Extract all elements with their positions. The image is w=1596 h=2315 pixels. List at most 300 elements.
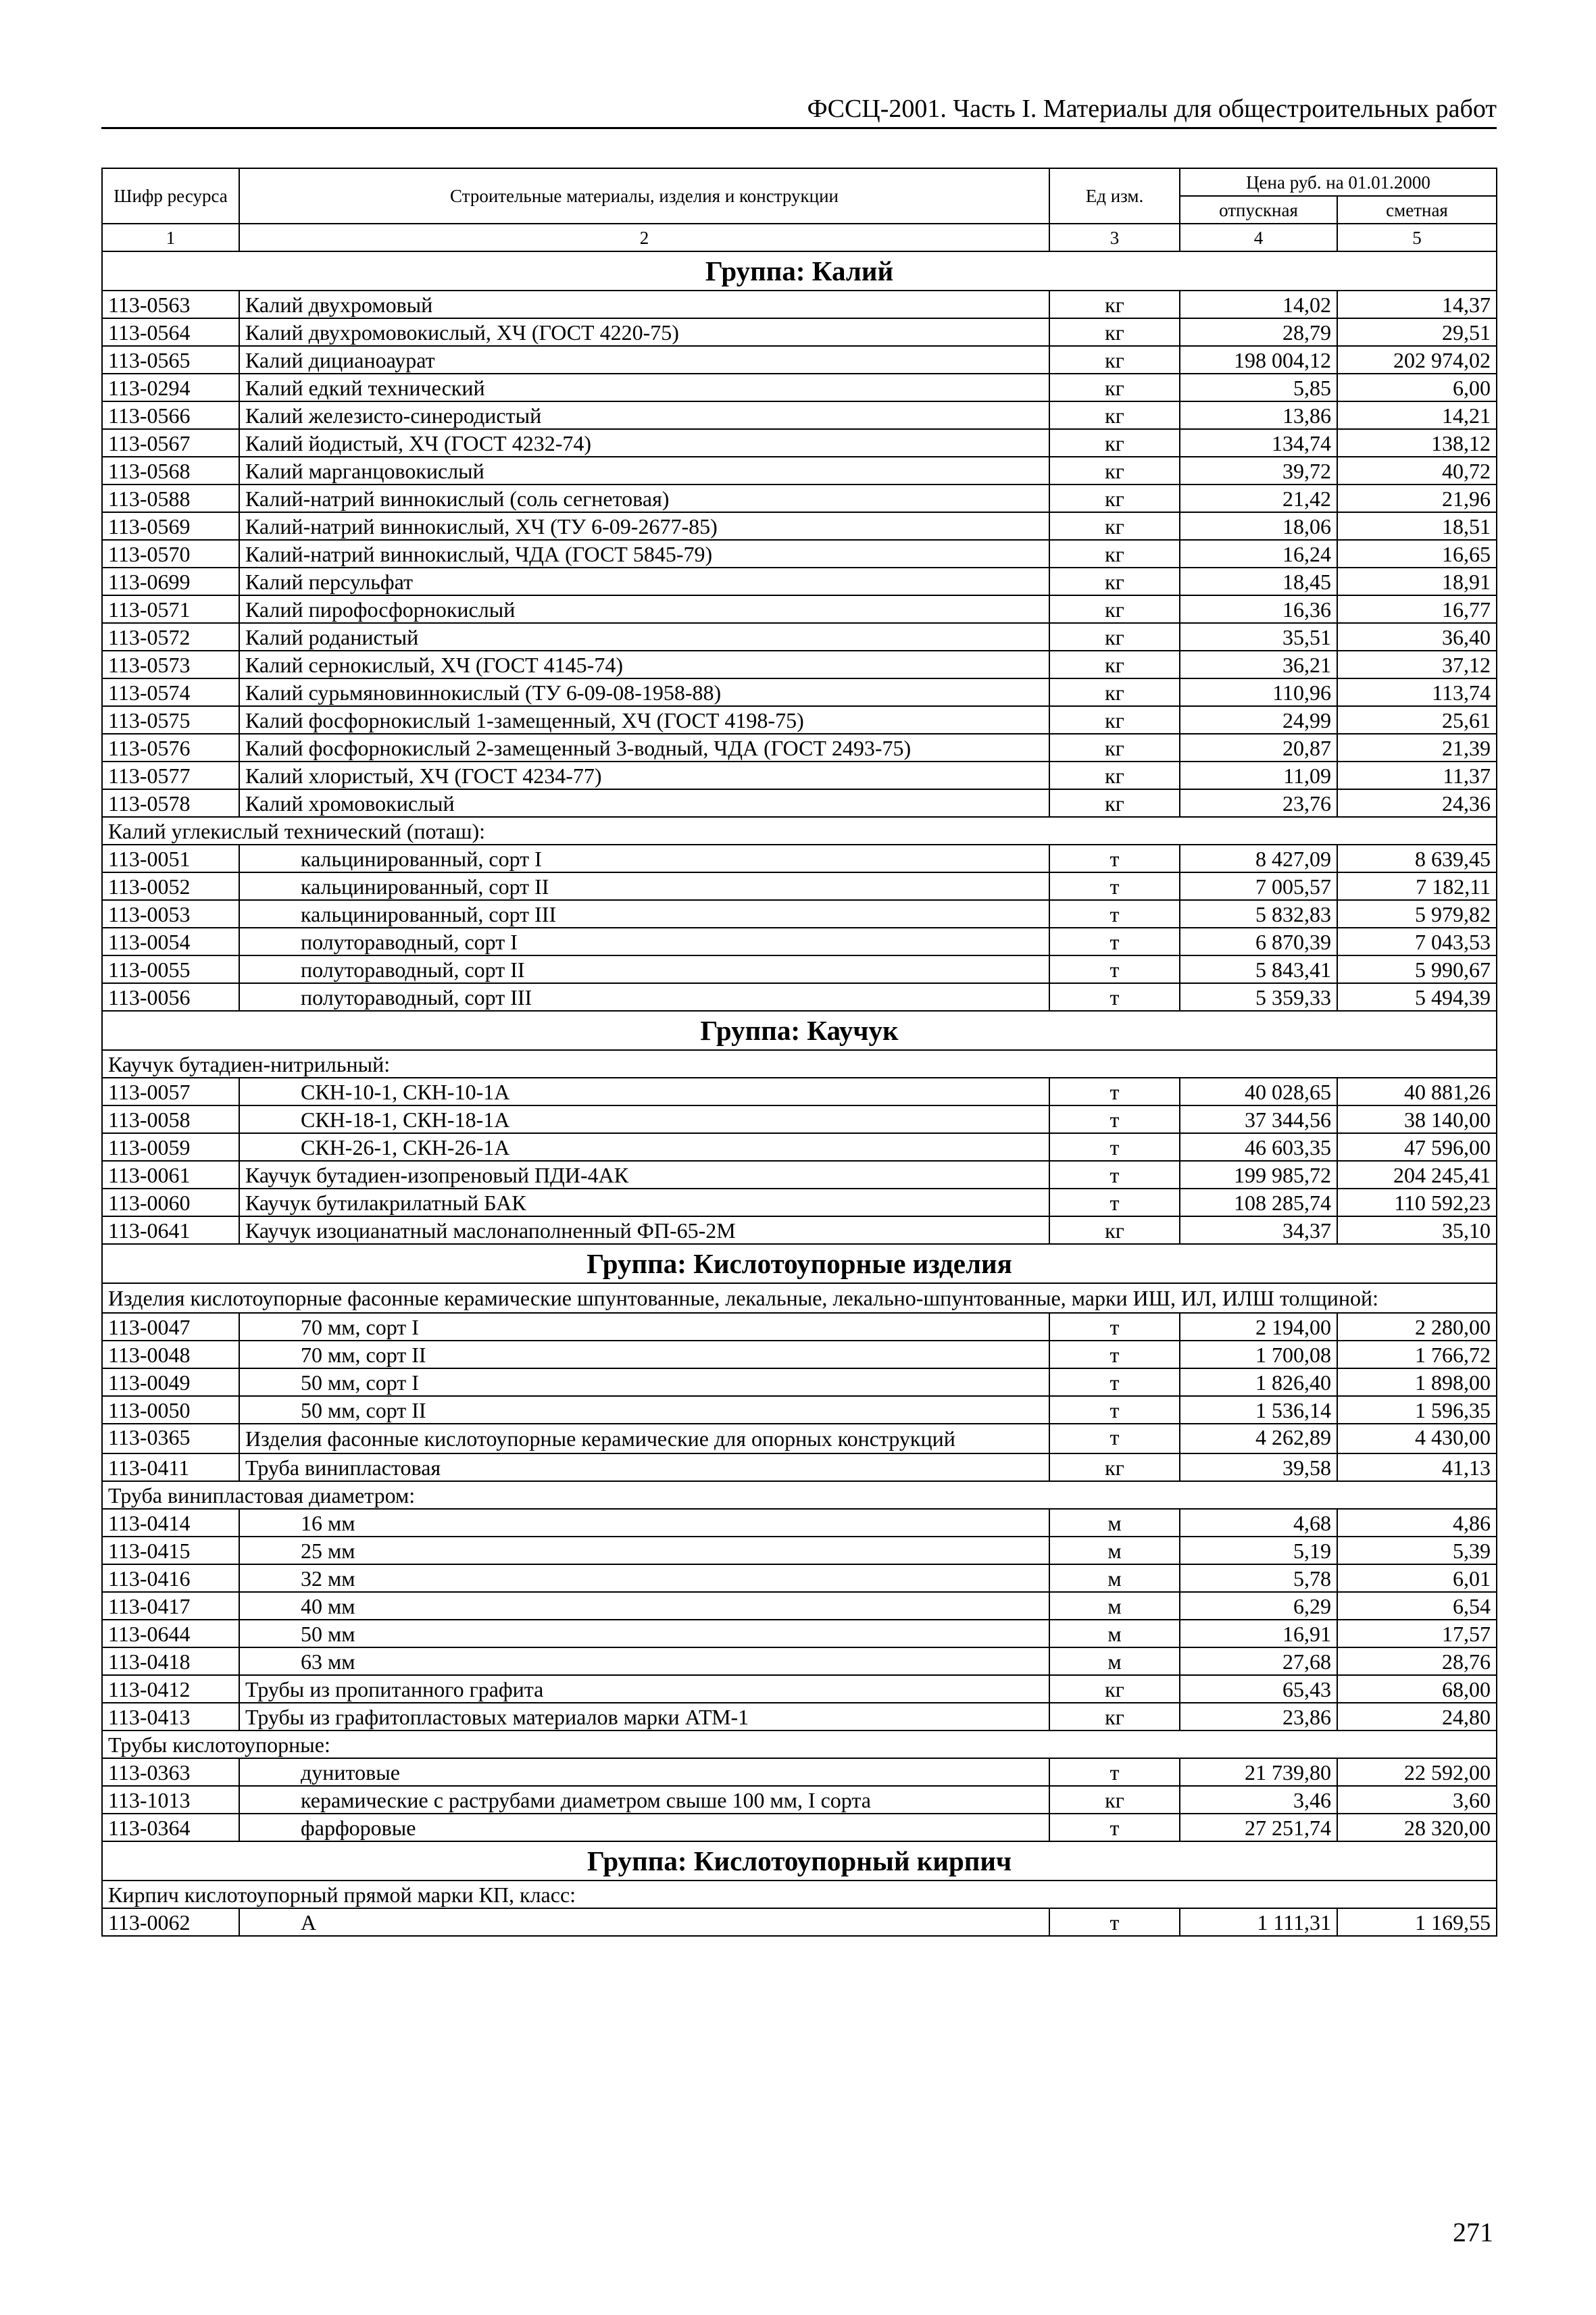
release-price: 5 359,33	[1180, 983, 1337, 1011]
resource-code: 113-0059	[102, 1133, 239, 1161]
material-name: Калий хромовокислый	[239, 789, 1049, 817]
release-price: 37 344,56	[1180, 1105, 1337, 1133]
table-row	[102, 1313, 1497, 1341]
unit-cell: кг	[1049, 789, 1180, 817]
release-price: 40 028,65	[1180, 1078, 1337, 1105]
subheading-row	[102, 1731, 1497, 1758]
release-price: 21 739,80	[1180, 1758, 1337, 1786]
unit-cell: кг	[1049, 457, 1180, 484]
material-name: 50 мм, сорт II	[239, 1396, 1049, 1424]
unit-cell: кг	[1049, 706, 1180, 734]
estimate-price: 24,80	[1337, 1703, 1497, 1731]
estimate-price: 4,86	[1337, 1509, 1497, 1537]
estimate-price: 1 766,72	[1337, 1341, 1497, 1368]
estimate-price: 11,37	[1337, 762, 1497, 789]
unit-cell: кг	[1049, 1675, 1180, 1703]
material-name: кальцинированный, сорт I	[239, 845, 1049, 872]
estimate-price: 40,72	[1337, 457, 1497, 484]
unit-cell: т	[1049, 1078, 1180, 1105]
resource-code: 113-0569	[102, 512, 239, 540]
unit-cell: кг	[1049, 678, 1180, 706]
material-name: Калий едкий технический	[239, 374, 1049, 401]
table-row	[102, 1758, 1497, 1786]
resource-code: 113-0567	[102, 429, 239, 457]
estimate-price: 18,51	[1337, 512, 1497, 540]
release-price: 1 700,08	[1180, 1341, 1337, 1368]
estimate-price: 6,01	[1337, 1564, 1497, 1592]
unit-cell: т	[1049, 1161, 1180, 1189]
unit-cell: кг	[1049, 1216, 1180, 1244]
estimate-price: 7 182,11	[1337, 872, 1497, 900]
estimate-price: 14,37	[1337, 291, 1497, 318]
table-row	[102, 1703, 1497, 1731]
resource-code: 113-0565	[102, 346, 239, 374]
release-price: 28,79	[1180, 318, 1337, 346]
release-price: 5,19	[1180, 1537, 1337, 1564]
material-name: Каучук бутилакрилатный БАК	[239, 1189, 1049, 1216]
resource-code: 113-0051	[102, 845, 239, 872]
group-header-row	[102, 1244, 1497, 1283]
col-code-header	[102, 168, 239, 224]
release-price: 27,68	[1180, 1647, 1337, 1675]
table-row	[102, 928, 1497, 955]
release-price: 18,45	[1180, 568, 1337, 595]
material-name: 25 мм	[239, 1537, 1049, 1564]
unit-cell: кг	[1049, 512, 1180, 540]
resource-code: 113-0050	[102, 1396, 239, 1424]
material-name: керамические с раструбами диаметром свыше 100 мм, I сорта	[239, 1786, 1049, 1814]
estimate-price: 5,39	[1337, 1537, 1497, 1564]
col-release-header: отпускная	[1180, 196, 1337, 224]
table-row	[102, 623, 1497, 651]
resource-code: 113-0570	[102, 540, 239, 568]
resource-code: 113-0294	[102, 374, 239, 401]
unit-cell: кг	[1049, 623, 1180, 651]
table-row	[102, 1189, 1497, 1216]
table-row	[102, 1078, 1497, 1105]
col-name-header: Строительные материалы, изделия и конструкции	[239, 168, 1049, 224]
table-row	[102, 1814, 1497, 1841]
estimate-price: 29,51	[1337, 318, 1497, 346]
release-price: 27 251,74	[1180, 1814, 1337, 1841]
estimate-price: 25,61	[1337, 706, 1497, 734]
estimate-price: 8 639,45	[1337, 845, 1497, 872]
unit-cell: т	[1049, 1814, 1180, 1841]
release-price: 24,99	[1180, 706, 1337, 734]
estimate-price: 5 979,82	[1337, 900, 1497, 928]
resource-code: 113-0364	[102, 1814, 239, 1841]
estimate-price: 17,57	[1337, 1620, 1497, 1647]
resource-code: 113-0699	[102, 568, 239, 595]
release-price: 4,68	[1180, 1509, 1337, 1537]
group-header-row	[102, 251, 1497, 291]
table-row	[102, 1161, 1497, 1189]
table-row	[102, 457, 1497, 484]
material-name: Каучук бутадиен-изопреновый ПДИ-4АК	[239, 1161, 1049, 1189]
group-header-row	[102, 1841, 1497, 1881]
material-name: Калий фосфорнокислый 1-замещенный, ХЧ (ГОСТ 4198-75)	[239, 706, 1049, 734]
unit-cell: кг	[1049, 374, 1180, 401]
resource-code: 113-0566	[102, 401, 239, 429]
material-name: СКН-26-1, СКН-26-1А	[239, 1133, 1049, 1161]
document-header: ФССЦ-2001. Часть I. Материалы для общестроительных работ	[101, 93, 1497, 129]
release-price: 5 843,41	[1180, 955, 1337, 983]
release-price: 14,02	[1180, 291, 1337, 318]
material-name: полутораводный, сорт III	[239, 983, 1049, 1011]
table-row	[102, 1341, 1497, 1368]
resource-code: 113-0411	[102, 1453, 239, 1481]
resource-code: 113-0418	[102, 1647, 239, 1675]
group-title: Группа: Кислотоупорный кирпич	[102, 1841, 1497, 1881]
material-name: Калий железисто-синеродистый	[239, 401, 1049, 429]
material-name: Калий двухромовокислый, ХЧ (ГОСТ 4220-75)	[239, 318, 1049, 346]
estimate-price: 22 592,00	[1337, 1758, 1497, 1786]
material-name: дунитовые	[239, 1758, 1049, 1786]
release-price: 20,87	[1180, 734, 1337, 762]
release-price: 5,85	[1180, 374, 1337, 401]
group-title: Группа: Кислотоупорные изделия	[102, 1244, 1497, 1283]
table-row	[102, 540, 1497, 568]
release-price: 35,51	[1180, 623, 1337, 651]
col-number: 1	[102, 224, 239, 251]
material-name: Изделия фасонные кислотоупорные керамические для опорных конструкций	[239, 1424, 1049, 1453]
resource-code: 113-0057	[102, 1078, 239, 1105]
release-price: 36,21	[1180, 651, 1337, 678]
subheading-text: Труба винипластовая диаметром:	[102, 1481, 1497, 1509]
material-name: Калий-натрий виннокислый (соль сегнетовая)	[239, 484, 1049, 512]
unit-cell: м	[1049, 1564, 1180, 1592]
release-price: 3,46	[1180, 1786, 1337, 1814]
resource-code: 113-0056	[102, 983, 239, 1011]
col-unit-header: Ед изм.	[1049, 168, 1180, 224]
unit-cell: кг	[1049, 1786, 1180, 1814]
estimate-price: 7 043,53	[1337, 928, 1497, 955]
resource-code: 113-0568	[102, 457, 239, 484]
estimate-price: 3,60	[1337, 1786, 1497, 1814]
table-row	[102, 346, 1497, 374]
estimate-price: 5 990,67	[1337, 955, 1497, 983]
table-row	[102, 983, 1497, 1011]
unit-cell: м	[1049, 1537, 1180, 1564]
unit-cell: т	[1049, 872, 1180, 900]
col-number: 3	[1049, 224, 1180, 251]
resource-code: 113-0564	[102, 318, 239, 346]
table-row	[102, 401, 1497, 429]
table-row	[102, 429, 1497, 457]
material-name: Калий марганцовокислый	[239, 457, 1049, 484]
release-price: 6,29	[1180, 1592, 1337, 1620]
subheading-text: Кирпич кислотоупорный прямой марки КП, класс:	[102, 1881, 1497, 1908]
estimate-price: 1 596,35	[1337, 1396, 1497, 1424]
release-price: 1 536,14	[1180, 1396, 1337, 1424]
resource-code: 113-0060	[102, 1189, 239, 1216]
subheading-text: Каучук бутадиен-нитрильный:	[102, 1050, 1497, 1078]
estimate-price: 21,96	[1337, 484, 1497, 512]
estimate-price: 14,21	[1337, 401, 1497, 429]
release-price: 5 832,83	[1180, 900, 1337, 928]
subheading-text: Изделия кислотоупорные фасонные керамические шпунтованные, лекальные, лекально-шпунтованные, марки ИШ, ИЛ, ИЛШ толщиной:	[102, 1283, 1497, 1313]
release-price: 39,58	[1180, 1453, 1337, 1481]
resource-code: 113-0058	[102, 1105, 239, 1133]
material-name: Калий йодистый, ХЧ (ГОСТ 4232-74)	[239, 429, 1049, 457]
estimate-price: 28 320,00	[1337, 1814, 1497, 1841]
resource-code: 113-0588	[102, 484, 239, 512]
table-row	[102, 845, 1497, 872]
release-price: 110,96	[1180, 678, 1337, 706]
table-row	[102, 955, 1497, 983]
estimate-price: 4 430,00	[1337, 1424, 1497, 1453]
estimate-price: 6,00	[1337, 374, 1497, 401]
release-price: 8 427,09	[1180, 845, 1337, 872]
material-name: кальцинированный, сорт II	[239, 872, 1049, 900]
material-name: полутораводный, сорт II	[239, 955, 1049, 983]
material-name: Труба винипластовая	[239, 1453, 1049, 1481]
estimate-price: 47 596,00	[1337, 1133, 1497, 1161]
release-price: 1 826,40	[1180, 1368, 1337, 1396]
unit-cell: кг	[1049, 318, 1180, 346]
release-price: 4 262,89	[1180, 1424, 1337, 1453]
table-row	[102, 595, 1497, 623]
table-row	[102, 318, 1497, 346]
release-price: 199 985,72	[1180, 1161, 1337, 1189]
table-row	[102, 568, 1497, 595]
resource-code: 113-0052	[102, 872, 239, 900]
release-price: 5,78	[1180, 1564, 1337, 1592]
estimate-price: 204 245,41	[1337, 1161, 1497, 1189]
table-row	[102, 1133, 1497, 1161]
release-price: 108 285,74	[1180, 1189, 1337, 1216]
release-price: 198 004,12	[1180, 346, 1337, 374]
table-row	[102, 872, 1497, 900]
release-price: 18,06	[1180, 512, 1337, 540]
unit-cell: т	[1049, 1908, 1180, 1936]
estimate-price: 40 881,26	[1337, 1078, 1497, 1105]
estimate-price: 21,39	[1337, 734, 1497, 762]
resource-code: 113-0055	[102, 955, 239, 983]
resource-code: 113-0571	[102, 595, 239, 623]
unit-cell: кг	[1049, 595, 1180, 623]
estimate-price: 36,40	[1337, 623, 1497, 651]
unit-cell: т	[1049, 1341, 1180, 1368]
col-number: 2	[239, 224, 1049, 251]
release-price: 11,09	[1180, 762, 1337, 789]
release-price: 65,43	[1180, 1675, 1337, 1703]
estimate-price: 202 974,02	[1337, 346, 1497, 374]
resource-code: 113-0644	[102, 1620, 239, 1647]
resource-code: 113-0414	[102, 1509, 239, 1537]
unit-cell: т	[1049, 1133, 1180, 1161]
table-row	[102, 1786, 1497, 1814]
unit-cell: т	[1049, 983, 1180, 1011]
material-name: Калий пирофосфорнокислый	[239, 595, 1049, 623]
resource-code: 113-0563	[102, 291, 239, 318]
unit-cell: т	[1049, 1189, 1180, 1216]
material-name: Калий фосфорнокислый 2-замещенный 3-водный, ЧДА (ГОСТ 2493-75)	[239, 734, 1049, 762]
resource-code: 113-0062	[102, 1908, 239, 1936]
unit-cell: кг	[1049, 291, 1180, 318]
unit-cell: т	[1049, 1396, 1180, 1424]
table-row	[102, 1620, 1497, 1647]
material-name: 70 мм, сорт II	[239, 1341, 1049, 1368]
table-row	[102, 1396, 1497, 1424]
group-header-row	[102, 1011, 1497, 1050]
unit-cell: т	[1049, 1105, 1180, 1133]
material-name: Калий сурьмяновиннокислый (ТУ 6-09-08-1958-88)	[239, 678, 1049, 706]
resource-code: 113-0573	[102, 651, 239, 678]
release-price: 6 870,39	[1180, 928, 1337, 955]
material-name: Калий персульфат	[239, 568, 1049, 595]
material-name: Калий дицианоаурат	[239, 346, 1049, 374]
unit-cell: кг	[1049, 762, 1180, 789]
estimate-price: 37,12	[1337, 651, 1497, 678]
table-row	[102, 512, 1497, 540]
resource-code: 113-0054	[102, 928, 239, 955]
table-row	[102, 651, 1497, 678]
estimate-price: 113,74	[1337, 678, 1497, 706]
material-name: фарфоровые	[239, 1814, 1049, 1841]
material-name: Трубы из пропитанного графита	[239, 1675, 1049, 1703]
resource-code: 113-0574	[102, 678, 239, 706]
unit-cell: кг	[1049, 401, 1180, 429]
estimate-price: 16,77	[1337, 595, 1497, 623]
estimate-price: 16,65	[1337, 540, 1497, 568]
unit-cell: м	[1049, 1647, 1180, 1675]
table-row	[102, 1368, 1497, 1396]
estimate-price: 18,91	[1337, 568, 1497, 595]
col-code-label: Шифр ресурса	[114, 186, 228, 206]
table-row	[102, 1216, 1497, 1244]
release-price: 16,24	[1180, 540, 1337, 568]
table-row	[102, 1105, 1497, 1133]
material-name: СКН-10-1, СКН-10-1А	[239, 1078, 1049, 1105]
resource-code: 113-0365	[102, 1424, 239, 1453]
table-row	[102, 678, 1497, 706]
release-price: 23,76	[1180, 789, 1337, 817]
resource-code: 113-0048	[102, 1341, 239, 1368]
col-price-header: Цена руб. на 01.01.2000	[1180, 168, 1497, 196]
estimate-price: 41,13	[1337, 1453, 1497, 1481]
release-price: 21,42	[1180, 484, 1337, 512]
table-body	[102, 251, 1497, 1936]
material-name: полутораводный, сорт I	[239, 928, 1049, 955]
subheading-row	[102, 817, 1497, 845]
col-number: 5	[1337, 224, 1497, 251]
release-price: 2 194,00	[1180, 1313, 1337, 1341]
release-price: 23,86	[1180, 1703, 1337, 1731]
estimate-price: 110 592,23	[1337, 1189, 1497, 1216]
material-name: Калий-натрий виннокислый, ЧДА (ГОСТ 5845-79)	[239, 540, 1049, 568]
unit-cell: кг	[1049, 651, 1180, 678]
unit-cell: кг	[1049, 734, 1180, 762]
resource-code: 113-0572	[102, 623, 239, 651]
estimate-price: 38 140,00	[1337, 1105, 1497, 1133]
table-row	[102, 1592, 1497, 1620]
table-header	[102, 168, 1497, 251]
material-name: Трубы из графитопластовых материалов марки АТМ-1	[239, 1703, 1049, 1731]
table-row	[102, 1453, 1497, 1481]
table-row	[102, 291, 1497, 318]
estimate-price: 2 280,00	[1337, 1313, 1497, 1341]
estimate-price: 5 494,39	[1337, 983, 1497, 1011]
unit-cell: м	[1049, 1509, 1180, 1537]
release-price: 39,72	[1180, 457, 1337, 484]
resource-code: 113-0575	[102, 706, 239, 734]
unit-cell: м	[1049, 1620, 1180, 1647]
material-name: 40 мм	[239, 1592, 1049, 1620]
group-title: Группа: Калий	[102, 251, 1497, 291]
subheading-row	[102, 1481, 1497, 1509]
subheading-row	[102, 1050, 1497, 1078]
page-number: 271	[1453, 2217, 1493, 2247]
resource-code: 113-0641	[102, 1216, 239, 1244]
release-price: 16,91	[1180, 1620, 1337, 1647]
unit-cell: т	[1049, 1313, 1180, 1341]
subheading-row	[102, 1283, 1497, 1313]
table-row	[102, 374, 1497, 401]
unit-cell: т	[1049, 845, 1180, 872]
col-estimate-header: сметная	[1337, 196, 1497, 224]
table-row	[102, 734, 1497, 762]
unit-cell: т	[1049, 1758, 1180, 1786]
material-name: 63 мм	[239, 1647, 1049, 1675]
resource-code: 113-0061	[102, 1161, 239, 1189]
release-price: 46 603,35	[1180, 1133, 1337, 1161]
material-name: Калий сернокислый, ХЧ (ГОСТ 4145-74)	[239, 651, 1049, 678]
estimate-price: 35,10	[1337, 1216, 1497, 1244]
table-row	[102, 1537, 1497, 1564]
table-row	[102, 789, 1497, 817]
table-row	[102, 1675, 1497, 1703]
subheading-text: Трубы кислотоупорные:	[102, 1731, 1497, 1758]
release-price: 13,86	[1180, 401, 1337, 429]
resource-code: 113-0047	[102, 1313, 239, 1341]
unit-cell: кг	[1049, 346, 1180, 374]
release-price: 1 111,31	[1180, 1908, 1337, 1936]
table-row	[102, 484, 1497, 512]
resource-code: 113-0415	[102, 1537, 239, 1564]
col-number: 4	[1180, 224, 1337, 251]
release-price: 34,37	[1180, 1216, 1337, 1244]
table-row	[102, 1564, 1497, 1592]
release-price: 7 005,57	[1180, 872, 1337, 900]
material-name: Калий-натрий виннокислый, ХЧ (ТУ 6-09-2677-85)	[239, 512, 1049, 540]
unit-cell: кг	[1049, 568, 1180, 595]
resource-code: 113-0053	[102, 900, 239, 928]
unit-cell: кг	[1049, 540, 1180, 568]
unit-cell: т	[1049, 1368, 1180, 1396]
resource-code: 113-0578	[102, 789, 239, 817]
estimate-price: 138,12	[1337, 429, 1497, 457]
resource-code: 113-0049	[102, 1368, 239, 1396]
table-row	[102, 1424, 1497, 1453]
estimate-price: 24,36	[1337, 789, 1497, 817]
material-name: Калий двухромовый	[239, 291, 1049, 318]
unit-cell: т	[1049, 955, 1180, 983]
resource-code: 113-0363	[102, 1758, 239, 1786]
subheading-text: Калий углекислый технический (поташ):	[102, 817, 1497, 845]
table-row	[102, 900, 1497, 928]
unit-cell: кг	[1049, 1453, 1180, 1481]
table-row	[102, 706, 1497, 734]
material-name: Каучук изоцианатный маслонаполненный ФП-65-2М	[239, 1216, 1049, 1244]
unit-cell: т	[1049, 900, 1180, 928]
material-name: Калий хлористый, ХЧ (ГОСТ 4234-77)	[239, 762, 1049, 789]
estimate-price: 1 898,00	[1337, 1368, 1497, 1396]
material-name: 32 мм	[239, 1564, 1049, 1592]
unit-cell: кг	[1049, 429, 1180, 457]
table-row	[102, 1908, 1497, 1936]
materials-table	[101, 168, 1497, 1937]
